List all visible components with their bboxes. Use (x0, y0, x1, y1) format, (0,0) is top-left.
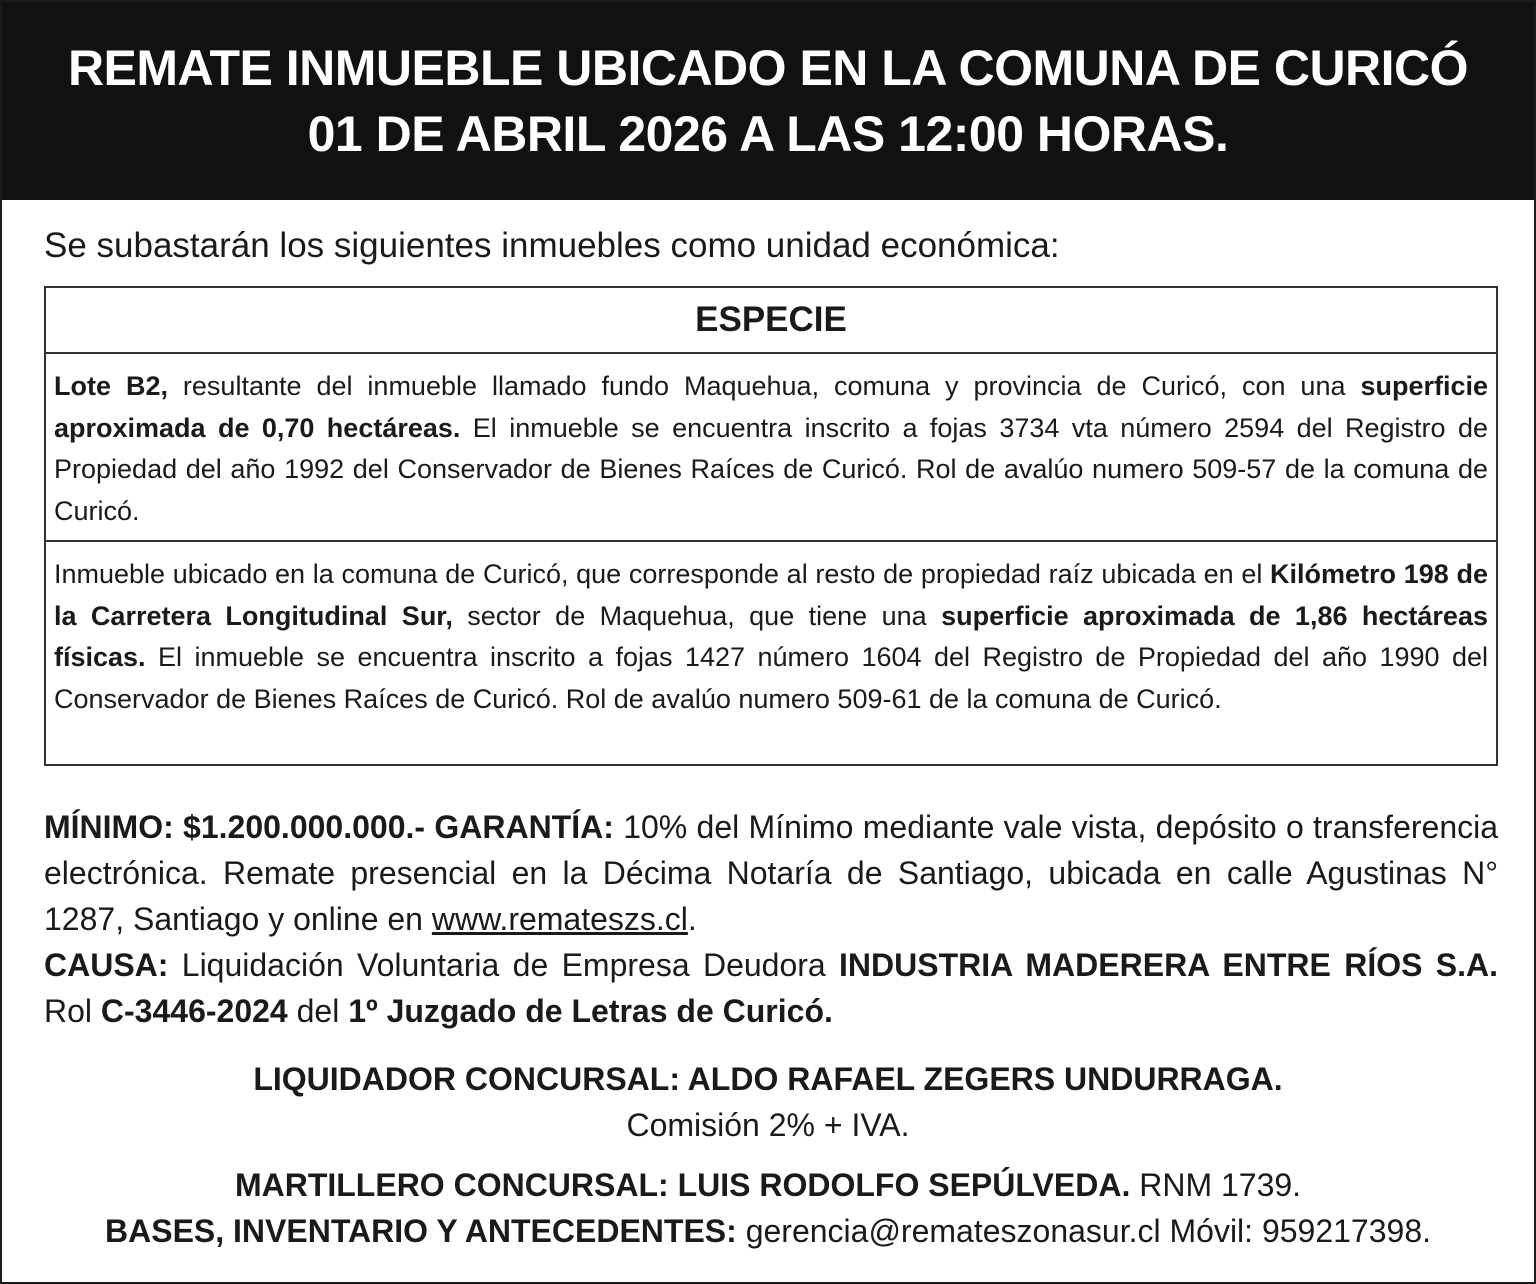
property-lote-b2 (46, 354, 1496, 542)
court-name: 1º Juzgado de Letras de Curicó. (348, 993, 833, 1029)
rol-value: C-3446-2024 (100, 993, 288, 1029)
period: . (687, 901, 697, 937)
km-surface: superficie aproximada de 1,86 hectáreas físicas. (54, 600, 1488, 672)
martillero-line (2, 1162, 1534, 1208)
banner-date: 01 DE ABRIL 2026 A LAS 12:00 HORAS. (307, 106, 1229, 162)
del-text: del (287, 993, 349, 1029)
minimo-label: MÍNIMO: (44, 809, 174, 845)
bases-line (2, 1208, 1534, 1254)
notice-banner (2, 2, 1534, 200)
lote-surface: superficie aproximada de 0,70 hectáreas. (54, 371, 1488, 443)
km-text-3: El inmueble se encuentra inscrito a fojas 1427 número 1604 del Registro de Propiedad del año 1990 del Conservador de Bienes Raíces de Curicó. Rol de avalúo numero 509-61 de la comuna de Curicó. (54, 642, 1488, 714)
causa-label: CAUSA: (44, 947, 169, 983)
km-location: Kilómetro 198 de la Carretera Longitudinal Sur, (54, 559, 1488, 631)
auction-terms (44, 804, 1498, 1034)
liquidador-line (2, 1056, 1534, 1102)
bases-contact: gerencia@remateszonasur.cl Móvil: 959217398. (736, 1213, 1431, 1249)
banner-title: REMATE INMUEBLE UBICADO EN LA COMUNA DE CURICÓ (67, 40, 1469, 96)
lote-text-2: El inmueble se encuentra inscrito a fojas 3734 vta número 2594 del Registro de Propiedad del año 1992 del Conservador de Bienes Raíces de Curicó. Rol de avalúo numero 509-57 de la comuna de Curicó. (54, 412, 1488, 526)
rnm-text: RNM 1739. (1130, 1167, 1302, 1203)
lote-label: Lote B2, (54, 371, 168, 401)
bases-label: BASES, INVENTARIO Y ANTECEDENTES: (105, 1213, 737, 1249)
rol-text: Rol (44, 993, 101, 1029)
garantia-label: GARANTÍA: (425, 809, 614, 845)
liquidador-label: LIQUIDADOR CONCURSAL: ALDO RAFAEL ZEGERS UNDURRAGA. (253, 1061, 1283, 1097)
company-name: INDUSTRIA MADERERA ENTRE RÍOS S.A. (839, 947, 1498, 983)
km-text-2: sector de Maquehua, que tiene una (452, 600, 942, 631)
property-km198 (46, 542, 1496, 766)
lote-text-1: resultante del inmueble llamado fundo Maquehua, comuna y provincia de Curicó, con una (167, 371, 1361, 401)
especie-table (44, 286, 1498, 766)
causa-text: Liquidación Voluntaria de Empresa Deudora (168, 947, 840, 983)
comision-line: Comisión 2% + IVA. (626, 1107, 910, 1143)
martillero-label: MARTILLERO CONCURSAL: LUIS RODOLFO SEPÚLVEDA. (234, 1167, 1131, 1203)
minimo-value: $1.200.000.000.- (173, 809, 426, 845)
intro-text: Se subastarán los siguientes inmuebles como unidad económica: (44, 226, 1060, 265)
especie-header: ESPECIE (46, 288, 1496, 354)
website-link[interactable]: www.remateszs.cl (431, 901, 688, 937)
km-text-1: Inmueble ubicado en la comuna de Curicó, que corresponde al resto de propiedad raíz ubicada en el (54, 559, 1271, 589)
garantia-text: 10% del Mínimo mediante vale vista, depósito o transferencia electrónica. Remate presencial en la Décima Notaría de Santiago, ubicada en calle Agustinas N° 1287, Santiago y online en (44, 809, 1499, 937)
